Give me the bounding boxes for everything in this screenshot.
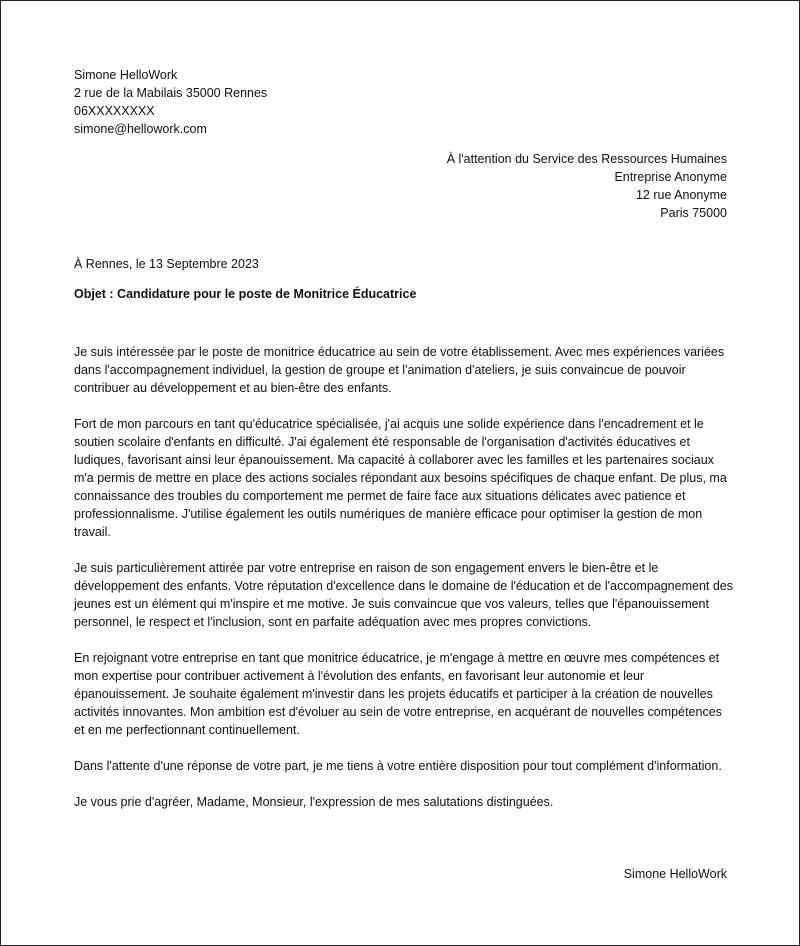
sender-block [74,66,267,138]
letter-subject: Objet : Candidature pour le poste de Monitrice Éducatrice [74,287,417,301]
recipient-block [447,150,727,222]
letter-body [74,343,734,829]
body-paragraph-3: Je suis particulièrement attirée par votre entreprise en raison de son engagement envers le bien-être et le développement des enfants. Votre réputation d'excellence dans le domaine de l'éducation et de l'accompagnement des jeunes est un élément qui m'inspire et me motive. Je suis convaincue que vos valeurs, telles que l'épanouissement personnel, le respect et l'inclusion, sont en parfaite adéquation avec mes propres convictions. [74,561,733,629]
body-paragraph-6: Je vous prie d'agréer, Madame, Monsieur, l'expression de mes salutations distinguées. [74,795,554,809]
recipient-street: 12 rue Anonyme [635,188,727,202]
recipient-city: Paris 75000 [660,206,727,220]
sender-phone: 06XXXXXXXX [74,104,155,118]
body-paragraph-2: Fort de mon parcours en tant qu'éducatrice spécialisée, j'ai acquis une solide expérience dans l'encadrement et le soutien scolaire d'enfants en difficulté. J'ai également été responsable de l'organisation d'activités éducatives et ludiques, favorisant ainsi leur épanouissement. Ma capacité à collaborer avec les familles et les partenaires sociaux m'a permis de mettre en place des actions sociales répondant aux besoins spécifiques de chaque enfant. De plus, ma connaissance des troubles du comportement me permet de faire face aux situations délicates avec patience et professionnalisme. J'utilise également les outils numériques de manière efficace pour optimiser la gestion de mon travail. [74,417,727,539]
letter-date: À Rennes, le 13 Septembre 2023 [74,257,259,271]
body-paragraph-1: Je suis intéressée par le poste de monitrice éducatrice au sein de votre établissement. Avec mes expériences variées dans l'accompagnement individuel, la gestion de groupe et l'animation d'ateliers, je suis convaincue de pouvoir contribuer au développement et au bien-être des enfants. [74,345,725,395]
sender-name: Simone HelloWork [74,68,178,82]
sender-email: simone@hellowork.com [74,122,207,136]
recipient-attention: À l'attention du Service des Ressources Humaines [446,152,727,166]
body-paragraph-5: Dans l'attente d'une réponse de votre part, je me tiens à votre entière disposition pour tout complément d'information. [74,759,722,773]
body-paragraph-4: En rejoignant votre entreprise en tant que monitrice éducatrice, je m'engage à mettre en œuvre mes compétences et mon expertise pour contribuer activement à l'évolution des enfants, en favorisant leur autonomie et leur épanouissement. Je souhaite également m'investir dans les projets éducatifs et participer à la création de nouvelles activités innovantes. Mon ambition est d'évoluer au sein de votre entreprise, en acquérant de nouvelles compétences et en me perfectionnant continuellement. [74,651,722,737]
letter-signature: Simone HelloWork [623,867,727,881]
recipient-company: Entreprise Anonyme [614,170,727,184]
sender-address: 2 rue de la Mabilais 35000 Rennes [74,86,268,100]
